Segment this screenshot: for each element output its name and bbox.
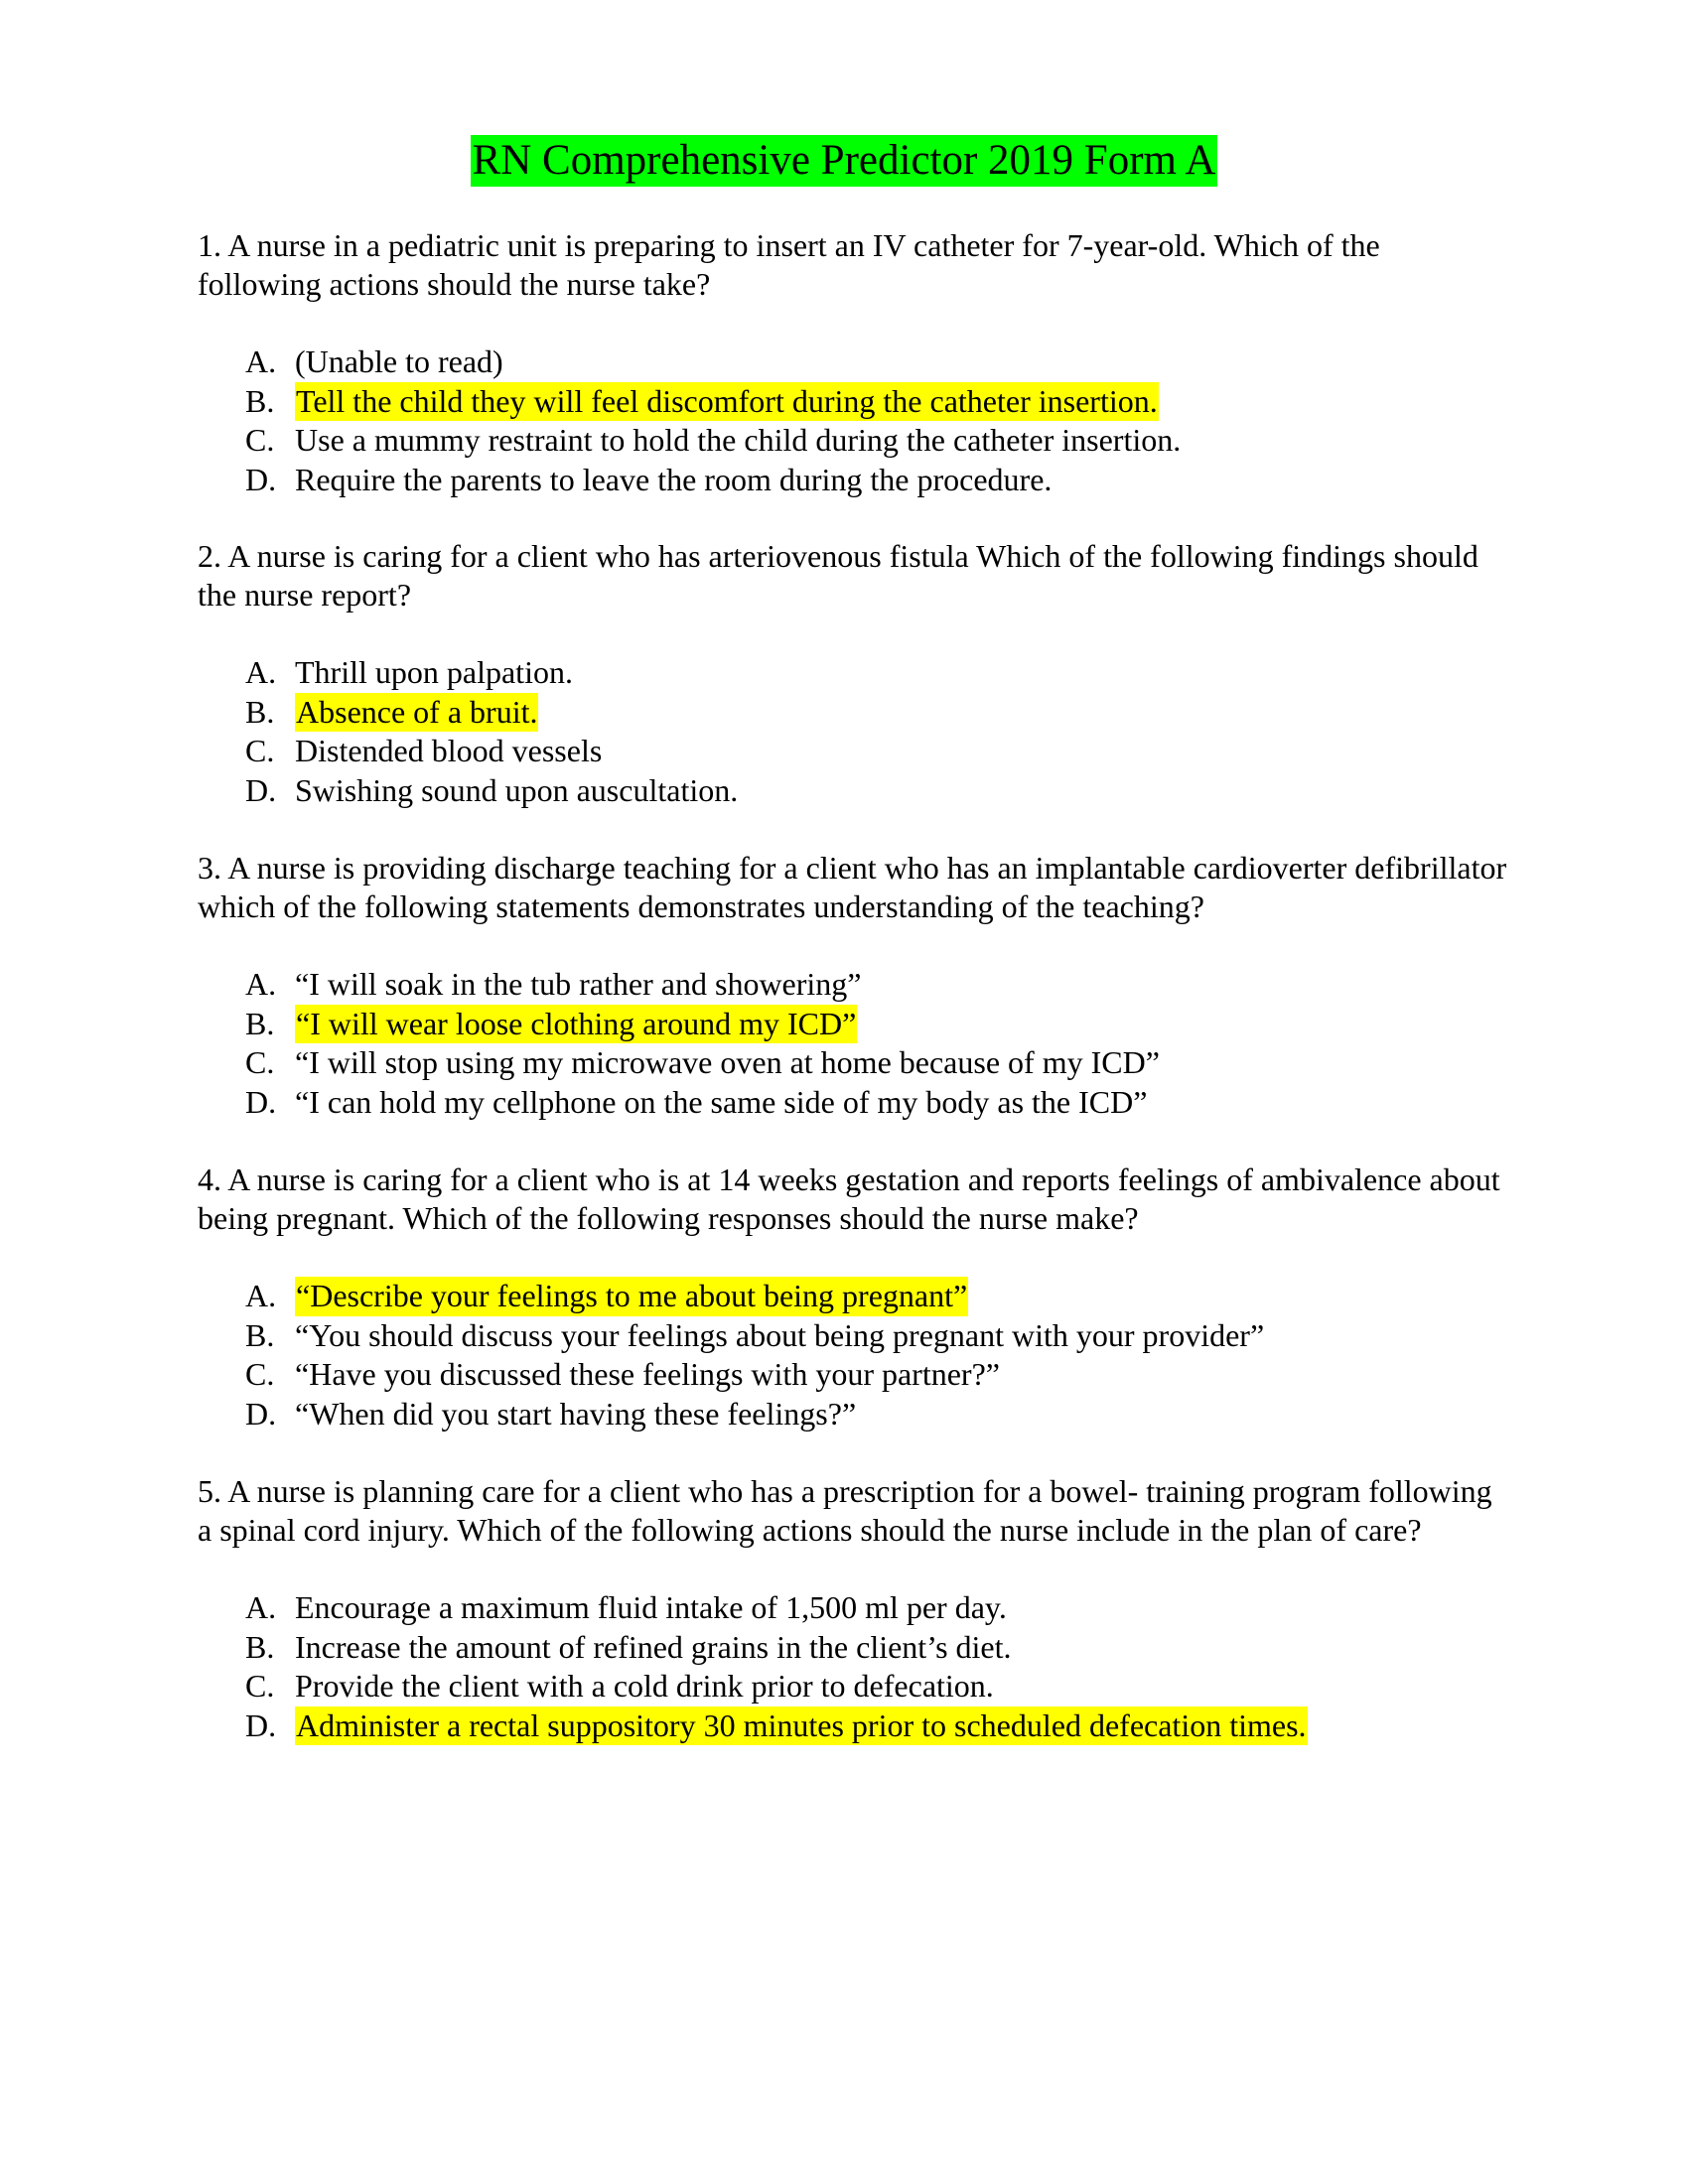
question-stem: 3. A nurse is providing discharge teaching for a client who has an implantable cardioverter defibrillator which of the following statements demonstrates understanding of the teaching?	[198, 850, 1507, 924]
option-letter: B.	[245, 1316, 275, 1353]
answer-options	[198, 1277, 1508, 1433]
answer-options	[198, 653, 1508, 810]
answer-option	[198, 1395, 1508, 1434]
option-text: “I will soak in the tub rather and showering”	[295, 966, 862, 1002]
question-4	[198, 1160, 1508, 1433]
option-text: Use a mummy restraint to hold the child during the catheter insertion.	[295, 422, 1182, 458]
option-text: “I can hold my cellphone on the same side of my body as the ICD”	[295, 1083, 1148, 1120]
answer-option	[198, 965, 1508, 1005]
option-text: Swishing sound upon auscultation.	[295, 771, 739, 808]
answer-option	[198, 1005, 1508, 1044]
option-letter: C.	[245, 422, 275, 458]
option-letter: B.	[245, 382, 275, 419]
answer-option	[198, 382, 1508, 422]
answer-option	[198, 1316, 1508, 1356]
option-text: “I will wear loose clothing around my ICD”	[295, 1005, 857, 1044]
answer-option	[198, 1043, 1508, 1083]
question-stem: 1. A nurse in a pediatric unit is preparing to insert an IV catheter for 7-year-old. Which of the following actions should the nurse take?	[198, 227, 1380, 302]
answer-options	[198, 342, 1508, 499]
option-letter: A.	[245, 1278, 277, 1313]
question-5	[198, 1472, 1508, 1745]
option-letter: C.	[245, 733, 275, 768]
answer-option	[198, 732, 1508, 771]
option-letter: C.	[245, 1356, 275, 1392]
option-letter: D.	[245, 1083, 277, 1120]
page-title: RN Comprehensive Predictor 2019 Form A	[471, 135, 1218, 187]
answer-option	[198, 653, 1508, 693]
answer-option	[198, 342, 1508, 382]
answer-option	[198, 421, 1508, 461]
question-stem: 5. A nurse is planning care for a client who has a prescription for a bowel- training program following a spinal cord injury. Which of the following actions should the nurse include in the plan of care?	[198, 1473, 1492, 1548]
option-text: “Have you discussed these feelings with your partner?”	[295, 1356, 1000, 1392]
option-letter: D.	[245, 771, 277, 808]
option-letter: D.	[245, 461, 277, 497]
option-text: Increase the amount of refined grains in the client’s diet.	[295, 1628, 1012, 1665]
option-letter: A.	[245, 1589, 277, 1625]
option-text: Distended blood vessels	[295, 733, 603, 768]
option-letter: C.	[245, 1668, 275, 1704]
answer-option	[198, 1355, 1508, 1395]
option-text: Thrill upon palpation.	[295, 654, 573, 690]
option-text: Provide the client with a cold drink prior to defecation.	[295, 1668, 994, 1704]
answer-option	[198, 693, 1508, 733]
option-letter: B.	[245, 1005, 275, 1041]
option-letter: C.	[245, 1044, 275, 1080]
title-container	[0, 135, 1688, 187]
answer-option	[198, 1706, 1508, 1746]
question-1	[198, 226, 1508, 499]
question-2	[198, 537, 1508, 810]
option-text: Administer a rectal suppository 30 minutes prior to scheduled defecation times.	[295, 1706, 1308, 1746]
option-letter: A.	[245, 343, 277, 379]
option-letter: B.	[245, 693, 275, 730]
answer-option	[198, 1083, 1508, 1123]
answer-option	[198, 1588, 1508, 1628]
option-text: “When did you start having these feelings?”	[295, 1395, 857, 1432]
answer-option	[198, 1277, 1508, 1316]
answer-option	[198, 1667, 1508, 1706]
answer-option	[198, 1628, 1508, 1668]
option-text: (Unable to read)	[295, 343, 503, 379]
option-letter: D.	[245, 1706, 277, 1743]
option-letter: A.	[245, 966, 277, 1002]
question-stem: 2. A nurse is caring for a client who has arteriovenous fistula Which of the following findings should the nurse report?	[198, 538, 1478, 613]
option-text: Encourage a maximum fluid intake of 1,500 ml per day.	[295, 1589, 1007, 1625]
option-text: Tell the child they will feel discomfort during the catheter insertion.	[295, 382, 1159, 422]
option-text: “You should discuss your feelings about being pregnant with your provider”	[295, 1316, 1265, 1353]
question-3	[198, 849, 1508, 1122]
option-text: Absence of a bruit.	[295, 693, 538, 733]
option-letter: B.	[245, 1628, 275, 1665]
option-text: Require the parents to leave the room during the procedure.	[295, 461, 1053, 497]
question-stem: 4. A nurse is caring for a client who is at 14 weeks gestation and reports feelings of ambivalence about being pregnant. Which of the following responses should the nurse make?	[198, 1161, 1500, 1236]
option-letter: A.	[245, 654, 277, 690]
option-text: “I will stop using my microwave oven at home because of my ICD”	[295, 1044, 1160, 1080]
answer-option	[198, 771, 1508, 811]
option-letter: D.	[245, 1395, 277, 1432]
option-text: “Describe your feelings to me about being pregnant”	[295, 1277, 968, 1316]
answer-options	[198, 1588, 1508, 1745]
answer-options	[198, 965, 1508, 1122]
answer-option	[198, 461, 1508, 500]
